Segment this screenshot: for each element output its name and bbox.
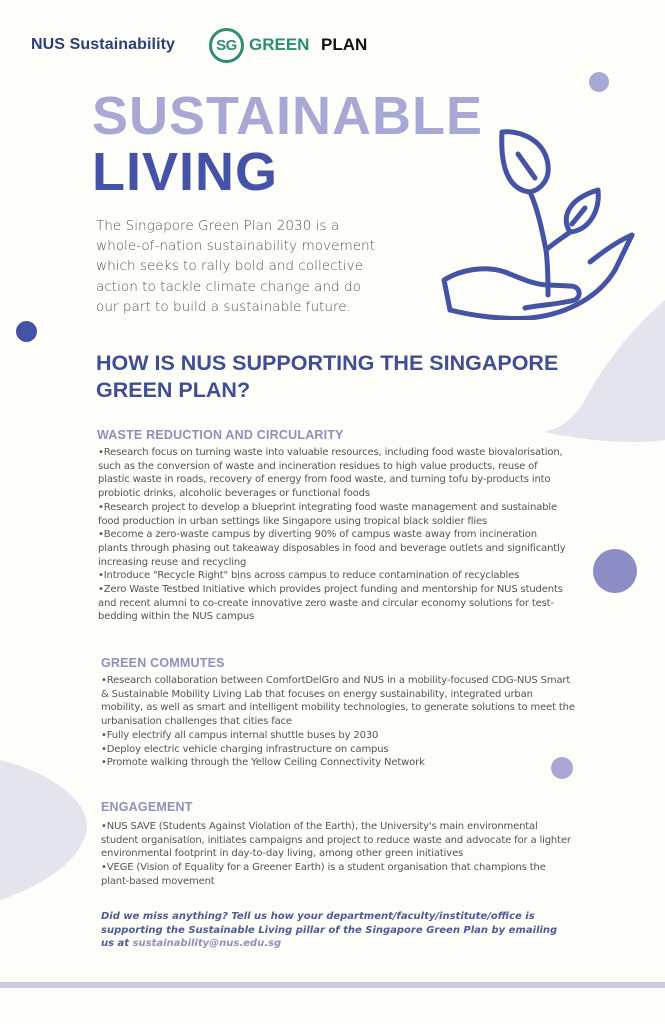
main-heading: HOW IS NUS SUPPORTING THE SINGAPORE GREEN PLAN? (96, 351, 559, 402)
list-item: •Zero Waste Testbed Initiative which provides project funding and mentorship for NUS students and recent alumni to co-create innovative zero waste and circular economy solutions for test-bedding within the NUS campus (98, 584, 563, 623)
section-list-waste (98, 446, 568, 624)
list-item: •Promote walking through the Yellow Ceiling Connectivity Network (101, 757, 425, 769)
nus-sustainability-logo: NUS Sustainability (31, 36, 176, 53)
list-item: •VEGE (Vision of Equality for a Greener Earth) is a student organisation that champions the plant-based movement (101, 862, 546, 887)
decorative-dot (16, 321, 37, 342)
list-item: •Fully electrify all campus internal shuttle buses by 2030 (101, 729, 379, 741)
section-title-engagement: ENGAGEMENT (101, 800, 193, 814)
page-title-line1: SUSTAINABLE (92, 86, 484, 146)
sg-logo-text: SG (216, 37, 237, 54)
list-item: •NUS SAVE (Students Against Violation of the Earth), the University's main environmental student organisation, initiates campaigns and project to reduce waste and advocate for a lighter environmental footprint in day-to-day living, among other green initiatives (101, 821, 571, 860)
page-title-line2: LIVING (92, 142, 279, 202)
decorative-dot (589, 72, 609, 92)
list-item: •Research collaboration between ComfortDelGro and NUS in a mobility-focused CDG-NUS Smart & Sustainable Mobility Living Lab that focuses on energy sustainability, integrated urban mobility, as well as smart and intelligent mobility technologies, to generate solutions to meet the urbanisation challenges that cities face (101, 675, 575, 728)
green-plan-black-text: PLAN (321, 35, 368, 54)
section-list-green-commutes (101, 674, 576, 770)
email-link[interactable]: sustainability@nus.edu.sg (132, 938, 282, 950)
decorative-dot (593, 549, 637, 593)
list-item: •Become a zero-waste campus by diverting 90% of campus waste away from incineration plants through phasing out takeaway disposables in food and beverage outlets and significantly increasing reuse and recycling (98, 529, 566, 568)
section-list-engagement (101, 820, 576, 889)
hand-holding-plant-icon (430, 120, 645, 320)
intro-paragraph: The Singapore Green Plan 2030 is a whole-of-nation sustainability movement which seeks to rally bold and collective action to tackle climate change and do our part to build a sustainable future. (96, 218, 375, 315)
section-title-waste: WASTE REDUCTION AND CIRCULARITY (97, 428, 344, 442)
footer-divider (0, 982, 665, 988)
cta-text: Did we miss anything? Tell us how your department/faculty/institute/office is supporting the Sustainable Living pillar of the Singapore Green Plan by emailing us at (101, 911, 558, 950)
section-title-green-commutes: GREEN COMMUTES (101, 656, 225, 670)
list-item: •Introduce "Recycle Right" bins across campus to reduce contamination of recyclables (98, 570, 520, 582)
list-item: •Research focus on turning waste into valuable resources, including food waste biovalorisation, such as the conversion of waste and incineration residues to high value products, reuse of plastic waste in roads, recovery of energy from food waste, and turning tofu by-products into probiotic drinks, alcoholic beverages or functional foods (98, 447, 563, 500)
list-item: •Research project to develop a blueprint integrating food waste management and sustainable food production in urban settings like Singapore using tropical black soldier flies (98, 501, 558, 527)
list-item: •Deploy electric vehicle charging infrastructure on campus (101, 743, 389, 755)
green-plan-green-text: GREEN (249, 35, 310, 54)
call-to-action (101, 910, 571, 951)
sg-logo-icon (209, 28, 244, 63)
